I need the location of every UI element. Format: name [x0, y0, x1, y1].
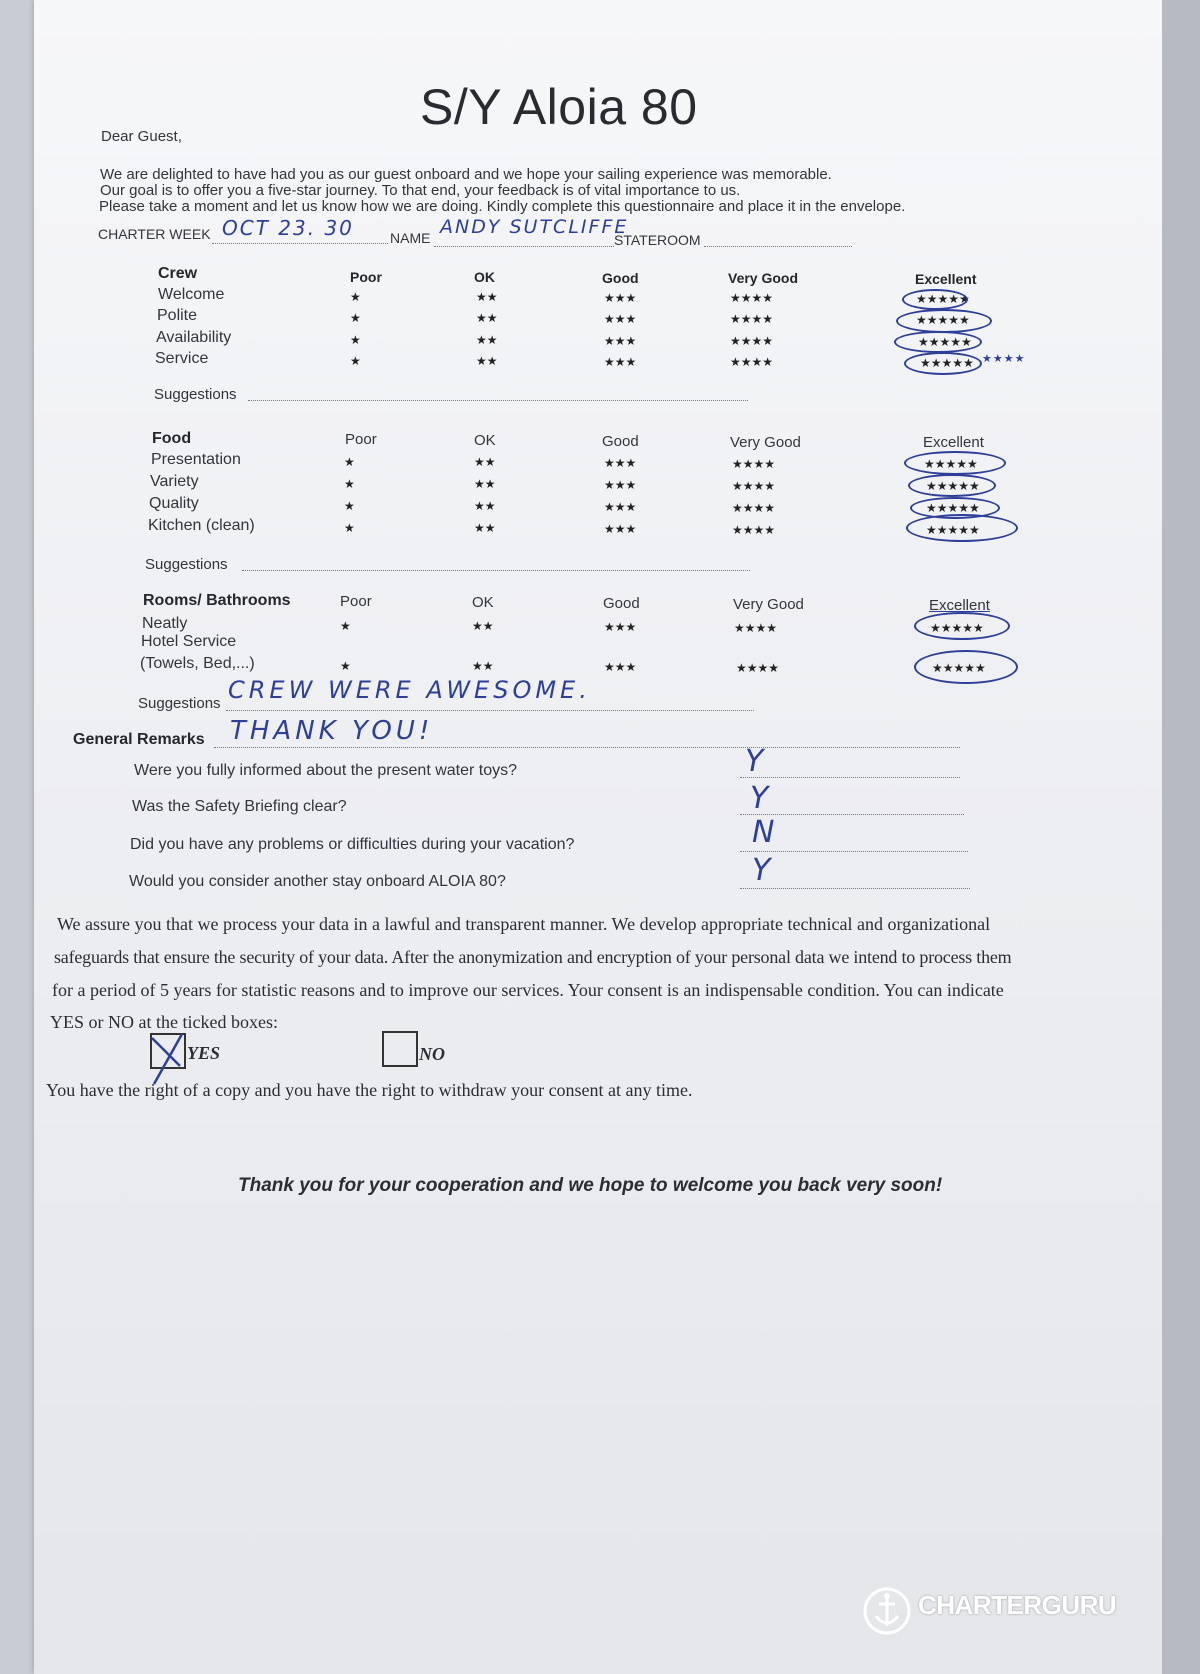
intro-line-3: Please take a moment and let us know how we are doing. Kindly complete this questionnaire and place it in the envelope.: [99, 198, 906, 215]
star-mark[interactable]: ★★★: [604, 620, 637, 634]
star-mark-selected[interactable]: ★★★★★: [926, 523, 980, 537]
answer-mark: Y: [752, 853, 771, 888]
food-suggestions-line[interactable]: [242, 570, 750, 571]
no-label: NO: [419, 1044, 445, 1064]
star-mark-selected[interactable]: ★★★★★: [920, 356, 974, 370]
star-mark-selected[interactable]: ★★★★★: [918, 335, 972, 349]
star-mark[interactable]: ★★★: [604, 312, 637, 326]
star-mark[interactable]: ★★★: [604, 522, 637, 536]
star-mark[interactable]: ★★★★: [734, 621, 778, 635]
general-remarks-label: General Remarks: [73, 731, 205, 748]
star-mark-selected[interactable]: ★★★★★: [932, 661, 986, 675]
crew-col-very-good: Very Good: [728, 270, 799, 286]
selection-circle: [902, 289, 968, 310]
star-mark[interactable]: ★★★: [604, 355, 637, 369]
star-mark[interactable]: ★: [344, 521, 355, 535]
star-mark[interactable]: ★★★★: [730, 334, 774, 348]
anchor-icon: [862, 1586, 912, 1636]
document-title: S/Y Aloia 80: [420, 79, 698, 135]
star-mark[interactable]: ★★★: [604, 660, 637, 674]
crew-row-welcome: Welcome: [158, 286, 225, 303]
food-row-presentation: Presentation: [151, 451, 241, 468]
greeting: Dear Guest,: [101, 128, 182, 145]
answer-line[interactable]: [740, 888, 970, 889]
crew-col-excellent: Excellent: [915, 271, 977, 287]
star-mark[interactable]: ★★★★: [732, 479, 776, 493]
crew-col-good: Good: [602, 270, 639, 286]
privacy-line-2: safeguards that ensure the security of your data. After the anonymization and encryption of your personal data we intend to process them: [54, 947, 1012, 967]
star-mark[interactable]: ★: [340, 619, 351, 633]
crew-suggestions-line[interactable]: [248, 400, 748, 401]
star-mark[interactable]: ★★★★: [732, 523, 776, 537]
rooms-suggestions-label: Suggestions: [138, 695, 221, 712]
star-mark[interactable]: ★★★★: [730, 291, 774, 305]
star-mark[interactable]: ★★★: [604, 456, 637, 470]
food-col-good: Good: [602, 433, 639, 450]
star-mark[interactable]: ★★★★: [730, 355, 774, 369]
star-mark[interactable]: ★★★★: [730, 312, 774, 326]
star-mark[interactable]: ★★: [474, 455, 496, 469]
name-line: [434, 246, 614, 247]
star-mark[interactable]: ★★: [474, 477, 496, 491]
closing-message: Thank you for your cooperation and we hope to welcome you back very soon!: [238, 1175, 943, 1196]
answer-line[interactable]: [740, 777, 960, 778]
star-mark-selected[interactable]: ★★★★★: [916, 292, 970, 306]
consent-rights-text: You have the right of a copy and you have the right to withdraw your consent at any time.: [46, 1080, 693, 1100]
star-mark-selected[interactable]: ★★★★★: [930, 621, 984, 635]
selection-circle: [904, 352, 982, 375]
selection-circle: [904, 451, 1006, 475]
answer-line[interactable]: [740, 851, 968, 852]
star-mark[interactable]: ★★: [476, 333, 498, 347]
selection-circle: [914, 612, 1010, 640]
privacy-line-3: for a period of 5 years for statistic reasons and to improve our services. Your consent is an indispensable condition. You can indicate: [52, 980, 1004, 1000]
star-mark[interactable]: ★★★: [604, 478, 637, 492]
star-mark-selected[interactable]: ★★★★★: [924, 457, 978, 471]
star-mark[interactable]: ★: [350, 354, 361, 368]
food-col-ok: OK: [474, 432, 496, 449]
selection-circle: [896, 309, 992, 333]
star-mark[interactable]: ★★★: [604, 500, 637, 514]
food-heading: Food: [152, 430, 192, 447]
rooms-row-neatly: Neatly: [142, 615, 188, 632]
question-water-toys: Were you fully informed about the present water toys?: [134, 762, 518, 779]
star-mark[interactable]: ★★: [476, 354, 498, 368]
background-surface: [1162, 0, 1200, 1674]
food-col-very-good: Very Good: [730, 434, 801, 451]
food-row-kitchen: Kitchen (clean): [148, 517, 255, 534]
charter-week-line: [212, 243, 388, 244]
star-mark[interactable]: ★★★★: [732, 501, 776, 515]
selection-circle: [894, 331, 982, 353]
privacy-line-4: YES or NO at the ticked boxes:: [50, 1012, 278, 1032]
star-mark-selected[interactable]: ★★★★★: [926, 479, 980, 493]
food-row-variety: Variety: [150, 473, 199, 490]
question-problems: Did you have any problems or difficulties during your vacation?: [130, 836, 575, 853]
crew-heading: Crew: [158, 265, 198, 282]
star-mark[interactable]: ★: [350, 290, 361, 304]
extra-stars-handwritten: ★★★★: [982, 352, 1026, 365]
answer-mark: Y: [750, 781, 769, 816]
star-mark[interactable]: ★: [344, 455, 355, 469]
crew-col-poor: Poor: [350, 269, 382, 285]
intro-line-1: We are delighted to have had you as our guest onboard and we hope your sailing experience was memorable.: [100, 166, 832, 183]
crew-row-polite: Polite: [157, 307, 198, 324]
name-value[interactable]: ANDY SUTCLIFFE: [440, 216, 629, 238]
rooms-row-hotel-service: Hotel Service: [141, 633, 237, 650]
rooms-row-towels: (Towels, Bed,...): [140, 655, 255, 672]
star-mark-selected[interactable]: ★★★★★: [926, 501, 980, 515]
star-mark[interactable]: ★: [350, 333, 361, 347]
charter-week-value[interactable]: OCT 23. 30: [222, 216, 354, 240]
rooms-suggestions-line[interactable]: [226, 710, 754, 711]
crew-suggestions-label: Suggestions: [154, 386, 237, 403]
rooms-col-very-good: Very Good: [733, 596, 804, 613]
answer-mark: Y: [745, 744, 764, 779]
crew-row-availability: Availability: [156, 329, 232, 346]
crew-row-service: Service: [155, 350, 209, 367]
star-mark[interactable]: ★★: [472, 619, 494, 633]
rooms-suggestions-value[interactable]: CREW WERE AWESOME.: [228, 676, 591, 704]
name-label: NAME: [390, 230, 431, 246]
answer-mark: N: [752, 815, 775, 850]
yes-label: YES: [187, 1043, 221, 1063]
star-mark[interactable]: ★: [344, 477, 355, 491]
rooms-col-excellent: Excellent: [929, 597, 990, 614]
star-mark[interactable]: ★★: [474, 521, 496, 535]
stateroom-line: [704, 246, 852, 247]
rooms-col-ok: OK: [472, 594, 494, 611]
crew-col-ok: OK: [474, 269, 495, 285]
stateroom-label: STATEROOM: [614, 232, 701, 248]
selection-circle: [906, 514, 1018, 542]
food-col-excellent: Excellent: [923, 434, 984, 451]
star-mark[interactable]: ★★: [474, 499, 496, 513]
star-mark[interactable]: ★★: [476, 290, 498, 304]
food-suggestions-label: Suggestions: [145, 556, 228, 573]
star-mark[interactable]: ★★★★: [732, 457, 776, 471]
star-mark[interactable]: ★★: [476, 311, 498, 325]
star-mark[interactable]: ★★★★: [736, 661, 780, 675]
general-remarks-value[interactable]: THANK YOU!: [230, 716, 434, 746]
food-col-poor: Poor: [345, 431, 377, 448]
selection-circle: [914, 650, 1018, 684]
chartergure-logo: CHARTERGURU: [918, 1590, 1117, 1620]
star-mark[interactable]: ★: [344, 499, 355, 513]
intro-line-2: Our goal is to offer you a five-star journey. To that end, your feedback is of vital importance to us.: [100, 182, 741, 199]
privacy-line-1: We assure you that we process your data in a lawful and transparent manner. We develop appropriate technical and organizational: [57, 914, 991, 934]
question-another-stay: Would you consider another stay onboard ALOIA 80?: [129, 873, 506, 890]
star-mark[interactable]: ★: [340, 659, 351, 673]
no-checkbox[interactable]: [382, 1031, 418, 1067]
charter-week-label: CHARTER WEEK: [98, 226, 211, 242]
star-mark[interactable]: ★★★: [604, 334, 637, 348]
rooms-col-good: Good: [603, 595, 640, 612]
food-row-quality: Quality: [149, 495, 199, 512]
general-remarks-line[interactable]: [214, 747, 960, 748]
star-mark[interactable]: ★★★: [604, 291, 637, 305]
selection-circle: [908, 474, 996, 497]
rooms-col-poor: Poor: [340, 593, 372, 610]
star-mark[interactable]: ★★: [472, 659, 494, 673]
star-mark-selected[interactable]: ★★★★★: [916, 313, 970, 327]
star-mark[interactable]: ★: [350, 311, 361, 325]
question-safety-briefing: Was the Safety Briefing clear?: [132, 798, 347, 815]
rooms-heading: Rooms/ Bathrooms: [143, 592, 291, 609]
